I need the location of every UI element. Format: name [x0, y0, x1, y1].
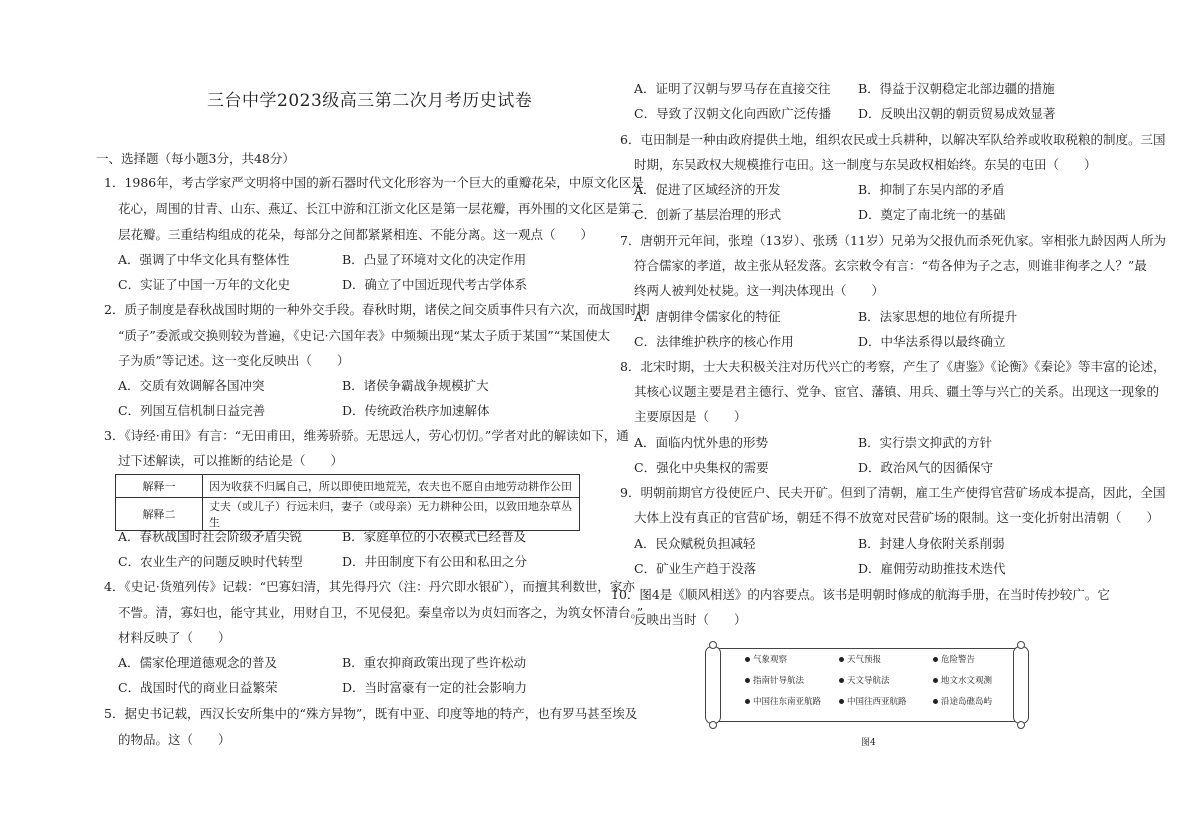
option-b[interactable]: B．家庭单位的小农模式已经普及	[342, 529, 527, 544]
option-a[interactable]: A．强调了中华文化具有整体性	[118, 252, 290, 267]
question-text-line: 反映出当时（ ）	[634, 612, 747, 627]
question-text-line: 3．《诗经·甫田》有言：“无田甫田，维莠骄骄。无思远人，劳心忉忉。”学者对此的解读如下，通	[104, 428, 629, 443]
scroll-roller-left	[705, 646, 721, 724]
question-text-line: 2．质子制度是春秋战国时期的一种外交手段。春秋时期，诸侯之间交质事件只有六次，而战国时期	[104, 302, 650, 317]
bullet-icon	[745, 657, 750, 662]
question-text-line: 7．唐朝开元年间，张瑝（13岁）、张琇（11岁）兄弟为父报仇而杀死仇家。宰相张九龄因两人所为	[620, 233, 1167, 248]
option-c[interactable]: C．导致了汉朝文化向西欧广泛传播	[634, 106, 832, 121]
option-b[interactable]: B．实行崇文抑武的方针	[858, 435, 993, 450]
question-text-line: 不訾。清，寡妇也，能守其业，用财自卫，不见侵犯。秦皇帝以为贞妇而客之，为筑女怀清台。”	[118, 605, 644, 620]
bullet-icon	[839, 699, 844, 704]
bullet-icon	[933, 699, 938, 704]
scroll-roller-right	[1013, 646, 1029, 724]
figure-item-label: 气象观察	[753, 655, 788, 665]
figure-item	[745, 656, 787, 665]
option-c[interactable]: C．战国时代的商业日益繁荣	[118, 680, 278, 695]
option-c[interactable]: C．法律维护秩序的核心作用	[634, 334, 794, 349]
bullet-icon	[745, 678, 750, 683]
table-cell-text: 丈夫（或儿子）行远未归，妻子（或母亲）无力耕种公田，以致田地杂草丛生	[203, 498, 580, 531]
figure-item	[933, 656, 975, 665]
table-cell-label: 解释一	[116, 475, 203, 498]
option-c[interactable]: C．实证了中国一万年的文化史	[118, 277, 291, 292]
figure-item-label: 指南针导航法	[753, 676, 805, 686]
figure-item	[933, 698, 992, 707]
figure-item-label: 地文水文观测	[941, 676, 993, 686]
question-text-line: 4．《史记·货殖列传》记载：“巴寡妇清，其先得丹穴（注：丹穴即水银矿），而擅其利数世，家亦	[104, 579, 635, 594]
option-a[interactable]: A．唐朝律令儒家化的特征	[634, 309, 781, 324]
question-text-line: 子为质”等记述。这一变化反映出（ ）	[118, 353, 350, 368]
option-d[interactable]: D．政治风气的因循保守	[858, 460, 994, 475]
option-c[interactable]: C．农业生产的问题反映时代转型	[118, 554, 303, 569]
option-d[interactable]: D．奠定了南北统一的基础	[858, 207, 1006, 222]
figure-item-label: 危险警告	[941, 655, 976, 665]
question-text-line: 时期，东吴政权大规模推行屯田。这一制度与东吴政权相始终。东吴的屯田（ ）	[634, 157, 1097, 172]
option-a[interactable]: A．面临内忧外患的形势	[634, 435, 769, 450]
question-text-line: 大体上没有真正的官营矿场，朝廷不得不放宽对民营矿场的限制。这一变化折射出清朝（ ）	[634, 510, 1160, 525]
bullet-icon	[933, 657, 938, 662]
option-b[interactable]: B．抑制了东吴内部的矛盾	[858, 182, 1005, 197]
question-text-line: 8．北宋时期，士大夫积极关注对历代兴亡的考察，产生了《唐鉴》《论衡》《秦论》等丰富的论述，	[620, 359, 1166, 374]
option-d[interactable]: D．确立了中国近现代考古学体系	[342, 277, 528, 292]
question-text-line: 层花瓣。三重结构组成的花朵，每部分之间都紧紧相连、不能分离。这一观点（ ）	[118, 227, 594, 242]
option-d[interactable]: D．当时富豪有一定的社会影响力	[342, 680, 528, 695]
interpretation-table	[115, 474, 580, 531]
question-text-line: 主要原因是（ ）	[634, 409, 747, 424]
figure-item	[933, 677, 992, 686]
figure-item	[839, 677, 890, 686]
option-b[interactable]: B．得益于汉朝稳定北部边疆的措施	[858, 81, 1055, 96]
option-c[interactable]: C．列国互信机制日益完善	[118, 403, 266, 418]
figure-item-label: 中国往西亚航路	[847, 697, 907, 707]
question-text-line: 1．1986年，考古学家严文明将中国的新石器时代文化形容为一个巨大的重瓣花朵，中原文化区是	[104, 175, 644, 190]
exam-title: 三台中学2023级高三第二次月考历史试卷	[207, 91, 533, 111]
figure-item	[839, 698, 907, 707]
figure-item-label: 天文导航法	[847, 676, 890, 686]
option-b[interactable]: B．重农抑商政策出现了些许松动	[342, 655, 527, 670]
figure-item	[839, 656, 881, 665]
figure-caption: 图4	[861, 738, 876, 748]
figure-item-label: 天气预报	[847, 655, 882, 665]
scroll-figure	[703, 640, 1031, 726]
bullet-icon	[745, 699, 750, 704]
table-row	[116, 498, 580, 531]
figure-item-label: 沿途岛礁岛屿	[941, 697, 993, 707]
option-c[interactable]: C．强化中央集权的需要	[634, 460, 769, 475]
table-cell-label: 解释二	[116, 498, 203, 531]
figure-item-label: 中国往东南亚航路	[753, 697, 822, 707]
option-d[interactable]: D．传统政治秩序加速解体	[342, 403, 490, 418]
table-cell-text: 因为收获不归属自己，所以即使田地荒芜，农夫也不愿自由地劳动耕作公田	[203, 475, 580, 498]
option-b[interactable]: B．诸侯争霸战争规模扩大	[342, 378, 489, 393]
question-text-line: 其核心议题主要是君主德行、党争、宦官、藩镇、用兵、疆土等与兴亡的关系。出现这一现象的	[634, 384, 1160, 399]
option-a[interactable]: A．交质有效调解各国冲突	[118, 378, 265, 393]
table-row	[116, 475, 580, 498]
question-text-line: 符合儒家的孝道，故主张从轻发落。玄宗敕令有言：“苟各伸为子之志，则谁非徇孝之人？”最	[634, 258, 1147, 273]
option-c[interactable]: C．创新了基层治理的形式	[634, 207, 782, 222]
question-text-line: 5．据史书记载，西汉长安所集中的“殊方异物”，既有中亚、印度等地的特产，也有罗马甚至埃及	[104, 706, 638, 721]
option-c[interactable]: C．矿业生产趋于没落	[634, 561, 757, 576]
question-text-line: 材料反映了（ ）	[118, 630, 231, 645]
bullet-icon	[839, 657, 844, 662]
figure-item	[745, 698, 821, 707]
bullet-icon	[933, 678, 938, 683]
option-d[interactable]: D．雇佣劳动助推技术迭代	[858, 561, 1006, 576]
section-heading: 一、选择题（每小题3分，共48分）	[96, 151, 295, 166]
question-text-line: 9．明朝前期官方役使匠户、民夫开矿。但到了清朝，雇工生产使得官营矿场成本提高，因此，全国	[620, 485, 1166, 500]
question-text-line: 花心，周围的甘青、山东、燕辽、长江中游和江浙文化区是第一层花瓣，再外围的文化区是第二	[118, 201, 644, 216]
question-text-line: 10．图4是《顺风相送》的内容要点。该书是明朝时修成的航海手册，在当时传抄较广。它	[611, 587, 1110, 602]
bullet-icon	[839, 678, 844, 683]
option-a[interactable]: A．促进了区域经济的开发	[634, 182, 781, 197]
question-text-line: 6．屯田制是一种由政府提供土地，组织农民或士兵耕种，以解决军队给养或收取税粮的制度。三国	[620, 132, 1166, 147]
option-a[interactable]: A．民众赋税负担减轻	[634, 536, 756, 551]
option-d[interactable]: D．井田制度下有公田和私田之分	[342, 554, 528, 569]
option-d[interactable]: D．反映出汉朝的朝贡贸易成效显著	[858, 106, 1056, 121]
option-a[interactable]: A．春秋战国时社会阶级矛盾尖锐	[118, 529, 303, 544]
figure-item	[745, 677, 804, 686]
option-a[interactable]: A．证明了汉朝与罗马存在直接交往	[634, 81, 831, 96]
question-text-line: 终两人被判处杖毙。这一判决体现出（ ）	[634, 283, 885, 298]
question-text-line: 过下述解读，可以推断的结论是（ ）	[118, 453, 344, 468]
option-b[interactable]: B．封建人身依附关系削弱	[858, 536, 1005, 551]
option-d[interactable]: D．中华法系得以最终确立	[858, 334, 1006, 349]
option-b[interactable]: B．法家思想的地位有所提升	[858, 309, 1018, 324]
option-b[interactable]: B．凸显了环境对文化的决定作用	[342, 252, 527, 267]
question-text-line: “质子”委派或交换则较为普遍，《史记·六国年表》中频频出现“某太子质于某国”“某国使太	[118, 328, 611, 343]
option-a[interactable]: A．儒家伦理道德观念的普及	[118, 655, 278, 670]
question-text-line: 的物品。这（ ）	[118, 732, 231, 747]
